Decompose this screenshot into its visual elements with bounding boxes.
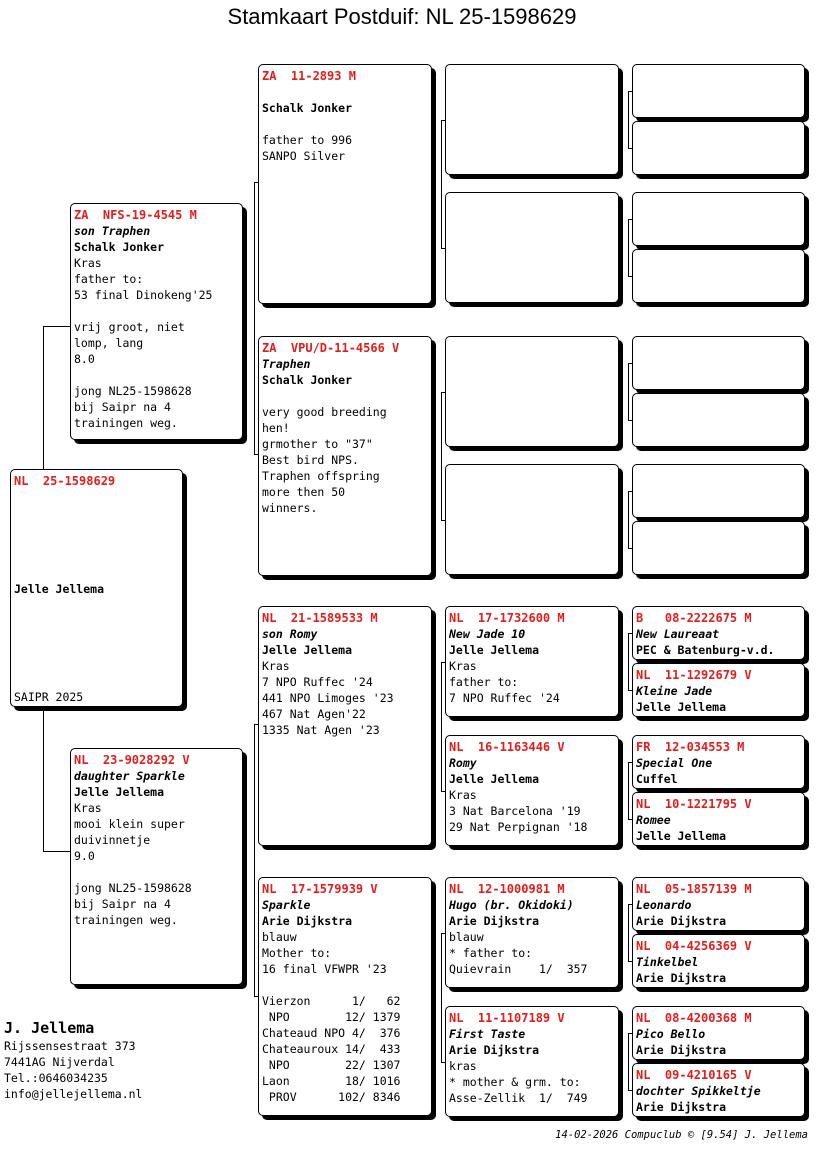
ring-number: NL 25-1598629 (14, 474, 116, 488)
card-lines (74, 255, 239, 431)
pigeon-card-gen3[interactable] (445, 1006, 619, 1117)
card-line (74, 367, 239, 383)
card-line: Schalk Jonker (262, 101, 353, 115)
connector-line (441, 933, 442, 1062)
card-line: Laon 18/ 1016 (262, 1074, 401, 1088)
ring-number: NL 23-9028292 V (74, 753, 190, 767)
pigeon-name: son Romy (262, 627, 318, 641)
card-line: bij Saipr na 4 (74, 897, 171, 911)
pigeon-name: Romee (636, 813, 671, 827)
owner-text: Schalk Jonker (262, 373, 353, 387)
card-line: Asse-Zellik 1/ 749 (449, 1091, 588, 1105)
pigeon-card-gen2[interactable] (258, 877, 432, 1116)
breeder-name: J. Jellema (4, 1019, 95, 1037)
pigeon-card-subject[interactable] (10, 469, 183, 707)
pigeon-card-gen4[interactable] (632, 521, 805, 575)
card-line: Kras (262, 659, 290, 673)
owner-text: Jelle Jellema (74, 785, 165, 799)
card-line: jong NL25-1598628 (74, 384, 192, 398)
card-lines (14, 489, 179, 707)
owner-text: Cuffel (636, 772, 678, 786)
pigeon-card-gen3[interactable] (445, 64, 619, 175)
card-line: Vierzon 1/ 62 (262, 994, 401, 1008)
breeder-street: Rijssensestraat 373 (4, 1039, 136, 1053)
ring-number: NL 11-1107189 V (449, 1011, 565, 1025)
connector-line (628, 91, 629, 148)
card-line: Kras (449, 788, 477, 802)
card-line: bij Saipr na 4 (74, 400, 171, 414)
card-line: very good breeding (262, 405, 387, 419)
card-line: 3 Nat Barcelona '19 (449, 804, 581, 818)
card-line: father to: (449, 675, 519, 689)
connector-line (254, 182, 255, 454)
connector-line (43, 326, 44, 469)
footer-text: 14-02-2026 Compuclub © [9.54] J. Jellema (555, 1129, 808, 1141)
pigeon-card-gen4[interactable] (632, 934, 805, 988)
page-title: Stamkaart Postduif: NL 25-1598629 (227, 4, 577, 29)
card-line: * mother & grm. to: (449, 1075, 581, 1089)
card-line: 1335 Nat Agen '23 (262, 723, 380, 737)
owner-text: Jelle Jellema (636, 700, 727, 714)
card-line: SANPO Silver (262, 149, 346, 163)
ring-number: NL 09-4210165 V (636, 1068, 752, 1082)
card-line: more then 50 (262, 485, 346, 499)
owner-text: Arie Dijkstra (449, 1043, 540, 1057)
pigeon-name: Leonardo (636, 898, 692, 912)
card-line (262, 977, 428, 993)
owner-text: Schalk Jonker (74, 240, 165, 254)
ring-number: NL 17-1732600 M (449, 611, 565, 625)
card-line: trainingen weg. (74, 416, 178, 430)
connector-line (628, 762, 629, 819)
owner-text: Arie Dijkstra (636, 914, 727, 928)
card-line: NPO 22/ 1307 (262, 1058, 401, 1072)
ring-number: NL 16-1163446 V (449, 740, 565, 754)
ring-number: NL 11-1292679 V (636, 668, 752, 682)
pigeon-card-gen4[interactable] (632, 1063, 805, 1117)
card-line: Best bird NPS. (262, 453, 359, 467)
owner-text: Arie Dijkstra (636, 1043, 727, 1057)
owner-text: Arie Dijkstra (262, 914, 353, 928)
card-line: Kras (74, 256, 102, 270)
ring-number: NL 04-4256369 V (636, 939, 752, 953)
card-lines (74, 800, 239, 928)
owner-text: Jelle Jellema (14, 582, 105, 596)
ring-number: ZA 11-2893 M (262, 69, 356, 83)
owner-text: Jelle Jellema (262, 643, 353, 657)
pigeon-name: New Laureaat (636, 627, 720, 641)
pigeon-name: daughter Sparkle (74, 769, 185, 783)
pigeon-name: Hugo (br. Okidoki) (449, 898, 574, 912)
card-line: 9.0 (74, 849, 95, 863)
pigeon-card-gen4[interactable] (632, 64, 805, 118)
pigeon-card-gen4[interactable] (632, 735, 805, 789)
pigeon-name: New Jade 10 (449, 627, 526, 641)
pigeon-card-gen4[interactable] (632, 792, 805, 846)
ring-number: B 08-2222675 M (636, 611, 752, 625)
ring-number: NL 17-1579939 V (262, 882, 378, 896)
pigeon-name: Kleine Jade (636, 684, 713, 698)
owner-text: Arie Dijkstra (449, 914, 540, 928)
connector-line (628, 1033, 629, 1090)
pigeon-name: Tinkelbel (636, 955, 699, 969)
card-line: blauw (449, 930, 484, 944)
owner-text: Jelle Jellema (449, 772, 540, 786)
owner-text: Jelle Jellema (636, 829, 727, 843)
card-line: vrij groot, niet (74, 320, 185, 334)
pigeon-card-gen4[interactable] (632, 877, 805, 931)
ring-number: NL 05-1857139 M (636, 882, 752, 896)
card-line: father to: (74, 272, 144, 286)
connector-line (43, 851, 70, 852)
card-line: Chateauroux 14/ 433 (262, 1042, 401, 1056)
pigeon-card-gen4[interactable] (632, 606, 805, 660)
owner-text: PEC & Batenburg-v.d. (636, 643, 775, 657)
card-line: trainingen weg. (74, 913, 178, 927)
card-line: duivinnetje (74, 833, 151, 847)
owner-text: Jelle Jellema (449, 643, 540, 657)
pigeon-card-gen2[interactable] (258, 336, 432, 576)
card-line: Kras (449, 659, 477, 673)
breeder-city: 7441AG Nijverdal (4, 1055, 115, 1069)
pigeon-name: Romy (449, 756, 477, 770)
breeder-email[interactable]: info@jellejellema.nl (4, 1087, 143, 1101)
card-line: 29 Nat Perpignan '18 (449, 820, 588, 834)
card-line: grmother to "37" (262, 437, 373, 451)
connector-line (254, 724, 255, 996)
card-line (74, 303, 239, 319)
pigeon-card-gen4[interactable] (632, 663, 805, 717)
card-line: blauw (262, 930, 297, 944)
card-line: 8.0 (74, 352, 95, 366)
pigeon-name: dochter Spikkeltje (636, 1084, 761, 1098)
ring-number: FR 12-034553 M (636, 740, 745, 754)
ring-number: NL 08-4200368 M (636, 1011, 752, 1025)
pigeon-card-gen3[interactable] (445, 877, 619, 988)
race-text: SAIPR 2025 (14, 690, 84, 704)
connector-line (628, 633, 629, 690)
connector-line (441, 662, 442, 791)
card-line: kras (449, 1059, 477, 1073)
connector-line (628, 363, 629, 420)
card-line: Chateaud NPO 4/ 376 (262, 1026, 401, 1040)
pigeon-card-gen3[interactable] (445, 606, 619, 717)
pigeon-card-gen3[interactable] (445, 192, 619, 303)
connector-line (43, 326, 70, 327)
card-line: 16 final VFWPR '23 (262, 962, 387, 976)
connector-line (628, 219, 629, 276)
connector-line (441, 120, 442, 248)
card-line: PROV 102/ 8346 (262, 1090, 401, 1104)
card-line: 441 NPO Limoges '23 (262, 691, 394, 705)
owner-text: Arie Dijkstra (636, 971, 727, 985)
ring-number: NL 21-1589533 M (262, 611, 378, 625)
owner-text: Arie Dijkstra (636, 1100, 727, 1114)
card-line: 53 final Dinokeng'25 (74, 288, 213, 302)
card-line: * father to: (449, 946, 533, 960)
pigeon-name: First Taste (449, 1027, 526, 1041)
pigeon-name: Special One (636, 756, 713, 770)
pigeon-card-gen4[interactable] (632, 249, 805, 303)
card-line: hen! (262, 421, 290, 435)
card-line: father to 996 (262, 133, 353, 147)
card-line: 467 Nat Agen'22 (262, 707, 366, 721)
pigeon-card-gen3[interactable] (445, 735, 619, 846)
pigeon-card-gen4[interactable] (632, 121, 805, 175)
ring-number: ZA NFS-19-4545 M (74, 208, 197, 222)
card-line: Kras (74, 801, 102, 815)
pigeon-card-dam[interactable] (70, 748, 243, 985)
card-line: 7 NPO Ruffec '24 (262, 675, 373, 689)
pigeon-card-gen3[interactable] (445, 464, 619, 575)
pigeon-card-gen4[interactable] (632, 1006, 805, 1060)
connector-line (43, 711, 44, 851)
connector-line (628, 491, 629, 548)
ring-number: NL 12-1000981 M (449, 882, 565, 896)
breeder-address (4, 1018, 142, 1102)
connector-line (441, 392, 442, 520)
card-line: Quievrain 1/ 357 (449, 962, 588, 976)
card-line: NPO 12/ 1379 (262, 1010, 401, 1024)
ring-number: ZA VPU/D-11-4566 V (262, 341, 400, 355)
pigeon-name: Pico Bello (636, 1027, 706, 1041)
card-line: winners. (262, 501, 318, 515)
card-line (74, 864, 239, 880)
pigeon-card-gen4[interactable] (632, 393, 805, 447)
pigeon-card-gen3[interactable] (445, 336, 619, 447)
pigeon-card-gen2[interactable] (258, 606, 432, 846)
pigeon-name: Sparkle (262, 898, 311, 912)
card-line: mooi klein super (74, 817, 185, 831)
pigeon-card-gen4[interactable] (632, 464, 805, 518)
card-line: Traphen offspring (262, 469, 380, 483)
pigeon-card-gen4[interactable] (632, 192, 805, 246)
card-line: lomp, lang (74, 336, 144, 350)
pigeon-card-sire[interactable] (70, 203, 243, 440)
breeder-phone: Tel.:0646034235 (4, 1071, 108, 1085)
card-line (262, 84, 428, 100)
card-line: Mother to: (262, 946, 332, 960)
connector-line (628, 904, 629, 961)
ring-number: NL 10-1221795 V (636, 797, 752, 811)
card-line (262, 388, 428, 404)
card-line (262, 116, 428, 132)
card-line: jong NL25-1598628 (74, 881, 192, 895)
card-line: 7 NPO Ruffec '24 (449, 691, 560, 705)
pigeon-name: Traphen (262, 357, 311, 371)
pigeon-card-gen4[interactable] (632, 336, 805, 390)
pigeon-card-gen2[interactable] (258, 64, 432, 304)
pigeon-name: son Traphen (74, 224, 151, 238)
